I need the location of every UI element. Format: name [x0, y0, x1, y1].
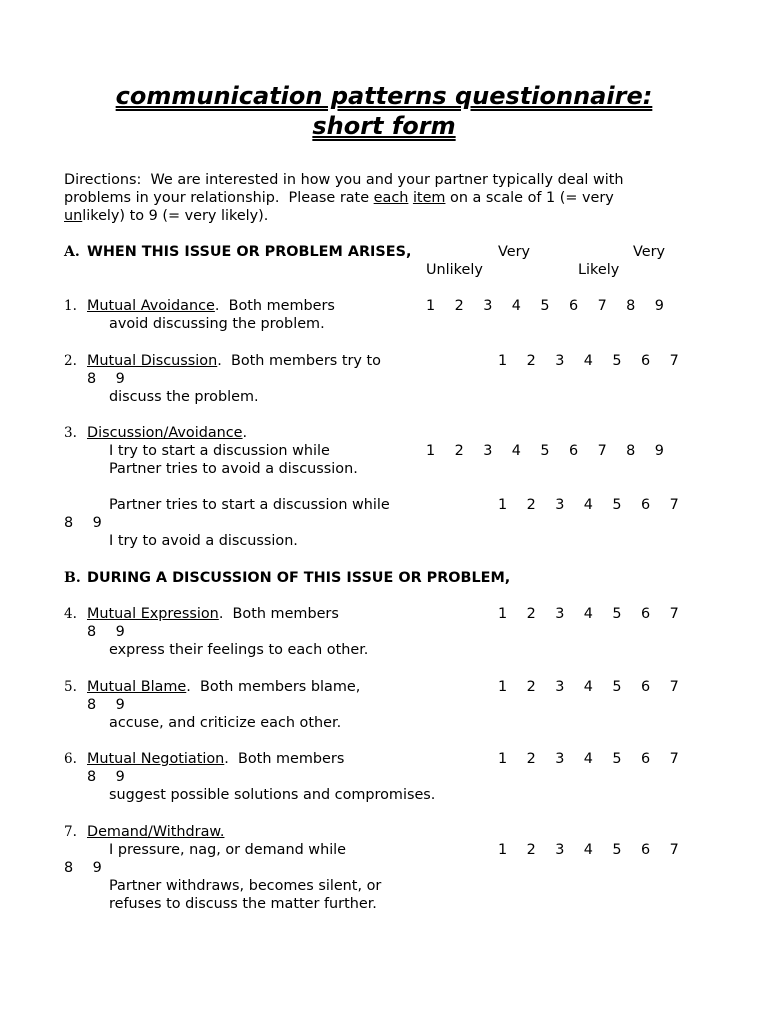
- item-5-rating-scale-a: [498, 678, 698, 696]
- rating-option[interactable]: 8: [87, 697, 97, 713]
- scale-unlikely: Unlikely: [426, 262, 483, 278]
- rating-option[interactable]: 9: [654, 298, 664, 314]
- item-7-line-2: Partner withdraws, becomes silent, or: [109, 878, 382, 894]
- rating-option[interactable]: 5: [612, 353, 622, 369]
- rating-option[interactable]: 6: [640, 842, 651, 858]
- rating-option[interactable]: 1: [426, 443, 436, 459]
- item-2-number: 2.: [64, 353, 77, 369]
- item-4-rating-scale-b: [87, 623, 144, 641]
- item-1-rating-scale: [426, 297, 683, 315]
- rating-option[interactable]: 5: [540, 443, 550, 459]
- item-3b-line-2: I try to avoid a discussion.: [109, 533, 298, 549]
- rating-option[interactable]: 7: [669, 751, 679, 767]
- rating-option[interactable]: 3: [555, 353, 565, 369]
- rating-option[interactable]: 2: [454, 443, 464, 459]
- item-2-description: discuss the problem.: [109, 389, 259, 405]
- rating-option[interactable]: 6: [568, 298, 579, 314]
- section-b-heading: DURING A DISCUSSION OF THIS ISSUE OR PROBLEM,: [87, 570, 511, 586]
- rating-option[interactable]: 8: [87, 371, 97, 387]
- rating-option[interactable]: 7: [597, 298, 607, 314]
- rating-option[interactable]: 3: [555, 842, 565, 858]
- rating-option[interactable]: 6: [640, 353, 651, 369]
- item-1-number: 1.: [64, 298, 77, 314]
- rating-option[interactable]: 9: [92, 515, 102, 531]
- rating-option[interactable]: 1: [498, 606, 508, 622]
- title-line-2: short form: [312, 112, 456, 140]
- item-6-title: Mutual Negotiation. Both members: [87, 751, 345, 767]
- item-7-number: 7.: [64, 824, 77, 840]
- scale-very-right: Very: [633, 244, 666, 260]
- item-3b-rating-scale-b: [64, 514, 121, 532]
- rating-option[interactable]: 2: [526, 497, 536, 513]
- item-1-description: avoid discussing the problem.: [109, 316, 325, 332]
- rating-option[interactable]: 5: [612, 679, 622, 695]
- rating-option[interactable]: 2: [526, 353, 536, 369]
- rating-option[interactable]: 9: [92, 860, 102, 876]
- directions-line-1: Directions: We are interested in how you and your partner typically deal with: [64, 172, 624, 188]
- rating-option[interactable]: 8: [626, 443, 636, 459]
- rating-option[interactable]: 7: [597, 443, 607, 459]
- rating-option[interactable]: 7: [669, 679, 679, 695]
- rating-option[interactable]: 3: [555, 679, 565, 695]
- rating-option[interactable]: 5: [540, 298, 550, 314]
- rating-option[interactable]: 7: [669, 497, 679, 513]
- rating-option[interactable]: 5: [612, 751, 622, 767]
- item-6-description: suggest possible solutions and compromises.: [109, 787, 436, 803]
- rating-option[interactable]: 5: [612, 842, 622, 858]
- rating-option[interactable]: 5: [612, 497, 622, 513]
- rating-option[interactable]: 8: [64, 515, 74, 531]
- rating-option[interactable]: 8: [87, 624, 97, 640]
- rating-option[interactable]: 9: [654, 443, 664, 459]
- item-4-rating-scale-a: [498, 605, 698, 623]
- item-5-title: Mutual Blame. Both members blame,: [87, 679, 361, 695]
- item-3a-rating-scale: [426, 442, 683, 460]
- item-3b-rating-scale-a: [498, 496, 698, 514]
- title-line-1: communication patterns questionnaire:: [115, 82, 653, 110]
- rating-option[interactable]: 1: [498, 679, 508, 695]
- item-5-rating-scale-b: [87, 696, 144, 714]
- rating-option[interactable]: 3: [555, 606, 565, 622]
- rating-option[interactable]: 1: [498, 353, 508, 369]
- rating-option[interactable]: 1: [426, 298, 436, 314]
- item-7-line-1: I pressure, nag, or demand while: [109, 842, 347, 858]
- item-2-rating-scale-a: [498, 352, 698, 370]
- rating-option[interactable]: 4: [583, 497, 593, 513]
- rating-option[interactable]: 4: [583, 353, 593, 369]
- rating-option[interactable]: 9: [115, 697, 125, 713]
- rating-option[interactable]: 2: [526, 842, 536, 858]
- rating-option[interactable]: 8: [87, 769, 97, 785]
- rating-option[interactable]: 3: [555, 751, 565, 767]
- rating-option[interactable]: 4: [583, 606, 593, 622]
- rating-option[interactable]: 9: [115, 624, 125, 640]
- rating-option[interactable]: 6: [640, 497, 651, 513]
- rating-option[interactable]: 2: [526, 679, 536, 695]
- item-3-title: Discussion/Avoidance.: [87, 425, 248, 441]
- rating-option[interactable]: 9: [115, 769, 125, 785]
- item-4-title: Mutual Expression. Both members: [87, 606, 339, 622]
- rating-option[interactable]: 9: [115, 371, 125, 387]
- directions-line-3: unlikely) to 9 (= very likely).: [64, 208, 269, 224]
- item-5-number: 5.: [64, 679, 77, 695]
- item-7-rating-scale-b: [64, 859, 121, 877]
- item-7-rating-scale-a: [498, 841, 698, 859]
- rating-option[interactable]: 5: [612, 606, 622, 622]
- item-3a-line-2: Partner tries to avoid a discussion.: [109, 461, 358, 477]
- section-b-letter: B.: [64, 570, 81, 586]
- item-3-number: 3.: [64, 425, 77, 441]
- rating-option[interactable]: 4: [511, 298, 521, 314]
- rating-option[interactable]: 2: [454, 298, 464, 314]
- item-4-description: express their feelings to each other.: [109, 642, 369, 658]
- rating-option[interactable]: 1: [498, 751, 508, 767]
- scale-likely: Likely: [578, 262, 620, 278]
- rating-option[interactable]: 6: [568, 443, 579, 459]
- rating-option[interactable]: 2: [526, 751, 536, 767]
- rating-option[interactable]: 3: [555, 497, 565, 513]
- directions-line-2: problems in your relationship. Please rate each item on a scale of 1 (= very: [64, 190, 614, 206]
- item-6-rating-scale-a: [498, 750, 698, 768]
- rating-option[interactable]: 4: [583, 679, 593, 695]
- item-7-title: Demand/Withdraw.: [87, 824, 225, 840]
- rating-option[interactable]: 1: [498, 842, 508, 858]
- item-7-line-3: refuses to discuss the matter further.: [109, 896, 377, 912]
- item-6-number: 6.: [64, 751, 77, 767]
- scale-very-left: Very: [498, 244, 531, 260]
- item-2-rating-scale-b: [87, 370, 144, 388]
- item-2-title: Mutual Discussion. Both members try to: [87, 353, 381, 369]
- section-a-letter: A.: [64, 244, 80, 260]
- rating-option[interactable]: 6: [640, 751, 651, 767]
- rating-option[interactable]: 7: [669, 606, 679, 622]
- rating-option[interactable]: 6: [640, 679, 651, 695]
- item-4-number: 4.: [64, 606, 77, 622]
- item-3b-line-1: Partner tries to start a discussion while: [109, 497, 390, 513]
- rating-option[interactable]: 8: [626, 298, 636, 314]
- rating-option[interactable]: 8: [64, 860, 74, 876]
- rating-option[interactable]: 6: [640, 606, 651, 622]
- section-a-heading: WHEN THIS ISSUE OR PROBLEM ARISES,: [87, 244, 412, 260]
- rating-option[interactable]: 7: [669, 353, 679, 369]
- item-5-description: accuse, and criticize each other.: [109, 715, 342, 731]
- item-6-rating-scale-b: [87, 768, 144, 786]
- rating-option[interactable]: 4: [583, 842, 593, 858]
- rating-option[interactable]: 1: [498, 497, 508, 513]
- rating-option[interactable]: 2: [526, 606, 536, 622]
- rating-option[interactable]: 7: [669, 842, 679, 858]
- rating-option[interactable]: 3: [483, 443, 493, 459]
- item-3a-line-1: I try to start a discussion while: [109, 443, 330, 459]
- item-1-title: Mutual Avoidance. Both members: [87, 298, 335, 314]
- rating-option[interactable]: 3: [483, 298, 493, 314]
- rating-option[interactable]: 4: [511, 443, 521, 459]
- rating-option[interactable]: 4: [583, 751, 593, 767]
